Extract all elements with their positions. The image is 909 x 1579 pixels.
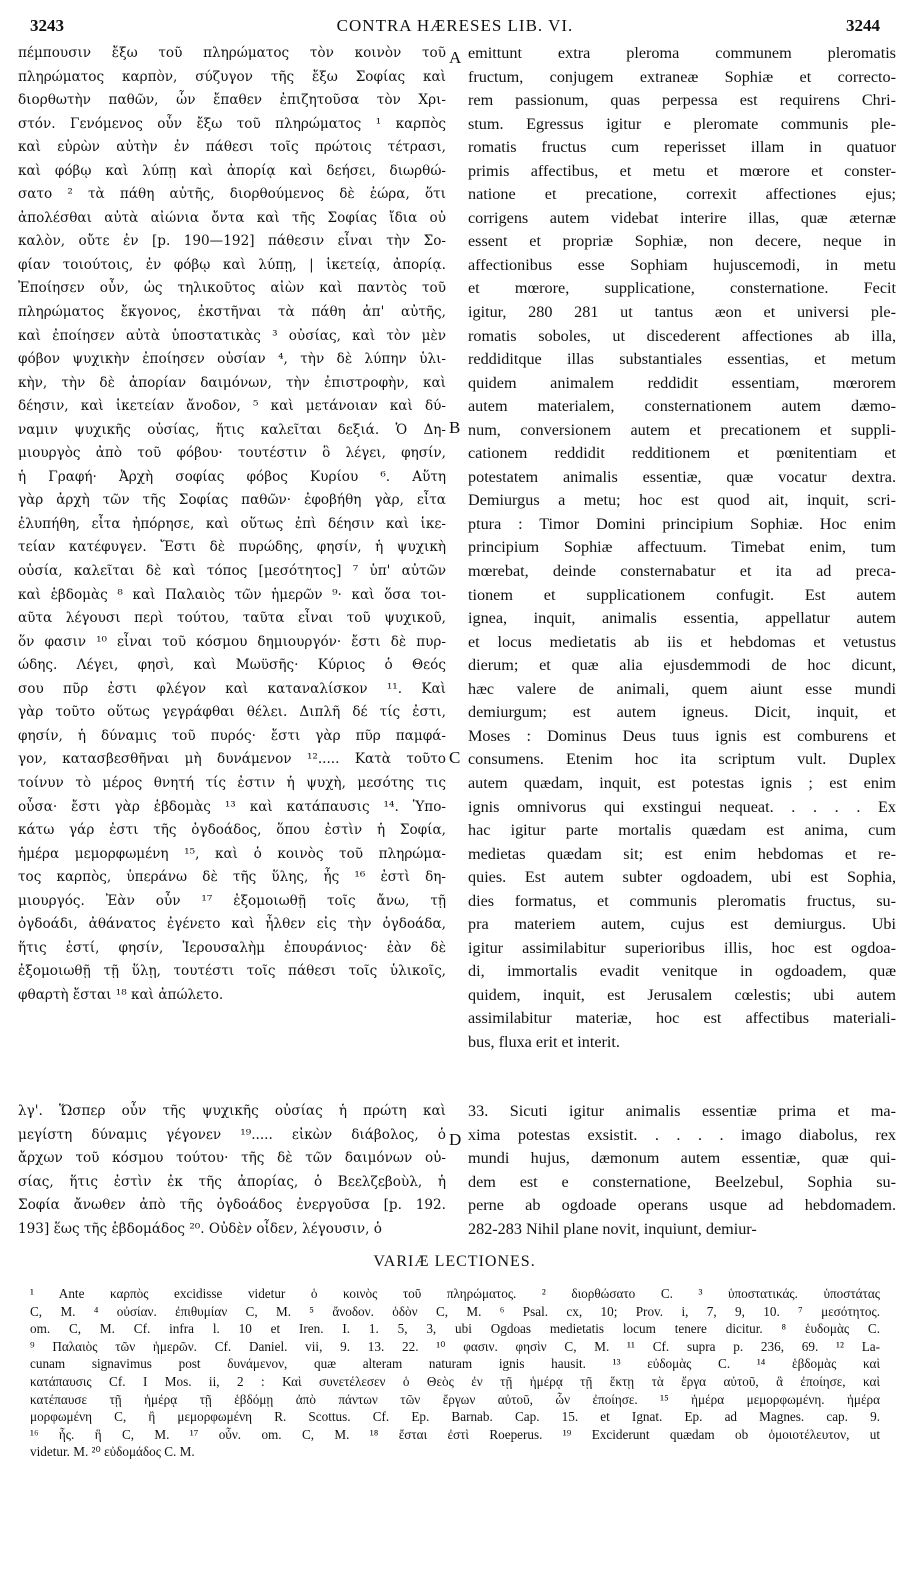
greek-text-line: ὅν φασιν ¹⁰ εἶναι τοῦ κόσμου δημιουργόν· ἔστι δὲ πυρ- bbox=[18, 633, 446, 650]
greek-text-line: μιουργὸς ἀπὸ τοῦ φόβου· τουτέστιν ὃ λέγει, φησίν, bbox=[18, 445, 446, 462]
greek-text-line: καλὸν, οὔτε ἐν [p. 190—192] πάθεσιν εἶναι τὴν Σο- bbox=[18, 233, 446, 250]
latin-text-line: bus, fluxa erit et interit. bbox=[468, 1032, 620, 1051]
greek-text-line: οὖσα· ἔστι γὰρ ἑβδομὰς ¹³ καὶ κατάπαυσις ¹⁴. Ὑπο- bbox=[18, 798, 446, 815]
greek-text-line: ὀγδοάδι, ἀθάνατος ἐγένετο καὶ ἦλθεν εἰς τὴν ὀγδοάδα, bbox=[18, 916, 446, 933]
greek-text-line: ἄρχων τοῦ κόσμου τούτου· τῆς δὲ τῶν δαιμόνων οὐ- bbox=[18, 1150, 446, 1167]
greek-text-line: πληρώματος ἔκγονος, ἐκστῆναι τὰ πάθη ἀπ' αὐτῆς, bbox=[18, 304, 446, 321]
greek-text-line: οὐσία, καλεῖται δὲ καὶ τόπος [μεσότητος] ⁷ ὑπ' αὐτῶν bbox=[18, 563, 446, 580]
latin-text-line: et mœrore, supplicatione, consternatione. Fecit bbox=[468, 279, 896, 298]
latin-text-line: mœrebat, deinde consternabatur et ita ad preca- bbox=[468, 562, 896, 581]
greek-text-line: σίας, ἥτις ἐστὶν ἐκ τῆς ἀπορίας, ὁ Βεελζεβοὺλ, ἡ bbox=[18, 1173, 446, 1190]
latin-text-line: mundi hujus, dæmonum autem essentiæ, quæ qui- bbox=[468, 1149, 896, 1168]
greek-text-line: ἐξομοιωθῇ τῇ ὕλῃ, τουτέστι τοῖς πάθεσι τοῖς ὑλικοῖς, bbox=[18, 963, 446, 980]
note-line: om. C, M. Cf. infra l. 10 et Iren. I. 1. 5, 3, ubi Ogdoas medietatis locum tenere dicitur. ⁸ ἑυδομὰς C. bbox=[30, 1321, 880, 1337]
latin-text-line: romatis soboles, ut discederent affectiones ab illa, bbox=[468, 326, 896, 345]
latin-text-line: ignis omnivorus qui exstingui nequeat. . . . . Ex bbox=[468, 797, 896, 816]
latin-text-line: dies formatus, et communis pleromatis fructus, su- bbox=[468, 891, 896, 910]
note-line: κατέπαυσε τῇ ἡμέρᾳ τῇ ἑβδόμῃ ἀπὸ πάντων τῶν ἔργων αὐτοῦ, ὧν ἐποίησε. ¹⁵ ἡμέρα μεμορφωμένη. ἡμέρα bbox=[30, 1391, 880, 1407]
greek-text-line: τος καρπὸς, ὑπεράνω δὲ τῆς ὕλης, ἧς ¹⁶ ἐστὶ δη- bbox=[18, 869, 446, 886]
greek-text-line: γὰρ τοῦτο οὕτως γεγράφθαι θέλει. Διπλῆ δέ τίς ἐστι, bbox=[18, 704, 446, 721]
latin-text-line: dierum; et quæ alia ejusdemmodi de hoc dicunt, bbox=[468, 656, 896, 675]
greek-text-line: Ἐποίησεν οὖν, ὡς τηλικοῦτος αἰὼν καὶ παντὸς τοῦ bbox=[18, 280, 446, 297]
latin-text-line: quies. Est autem subter ogdoadem, ubi est Sophia, bbox=[468, 868, 896, 887]
greek-text-line: φίαν τοιούτοις, ἐν φόβῳ καὶ λύπῃ, | ἱκετείᾳ, ἀπορίᾳ. bbox=[18, 256, 446, 273]
greek-text-line: ώδης. Λέγει, φησὶ, καὶ Μωϋσῆς· Κύριος ὁ Θεός bbox=[18, 657, 446, 674]
greek-text-line: πληρώματος καρπὸν, σύζυγον τῆς ἔξω Σοφίας καὶ bbox=[18, 68, 446, 85]
greek-text-line: αῦτα λέγουσι περὶ τούτου, ταῦτα εἶναι τοῦ ψυχικοῦ, bbox=[18, 610, 446, 627]
latin-text-line: natione et precatione, correxit affectiones ejus; bbox=[468, 185, 896, 204]
greek-text-line: μιουργός. Ἐὰν οὖν ¹⁷ ἐξομοιωθῇ τοῖς ἄνω, τῇ bbox=[18, 892, 446, 909]
page-number-right: 3244 bbox=[846, 16, 880, 35]
greek-text-line: ναμιν ψυχικῆς οὐσίας, ἥτις καλεῖται δεξιά. Ὁ Δη- bbox=[18, 421, 446, 438]
margin-letter-c: C bbox=[449, 748, 461, 767]
greek-column-bottom bbox=[18, 1100, 446, 1241]
latin-text-line: Moses : Dominus Deus tuus ignis est comburens et bbox=[468, 726, 896, 745]
latin-text-line: stum. Egressus igitur e pleromate communis ple- bbox=[468, 114, 896, 133]
latin-text-line: num, conversionem autem et precationem et suppli- bbox=[468, 420, 896, 439]
latin-text-line: igitur, 280 281 ut tantus æon et universi ple- bbox=[468, 303, 896, 322]
latin-text-line: medietas quædam sit; est enim hebdomas et re- bbox=[468, 844, 896, 863]
latin-text-line: Demiurgus a metu; hoc est quod ait, inquit, scri- bbox=[468, 491, 896, 510]
latin-text-line: principium Sophiæ affectuum. Timebat enim, tum bbox=[468, 538, 896, 557]
greek-text-line: καὶ φόβῳ καὶ λύπῃ καὶ ἀπορίᾳ καὶ δεήσει, διωρθώ- bbox=[18, 162, 446, 179]
latin-text-line: 282-283 Nihil plane novit, inquiunt, demiur- bbox=[468, 1219, 757, 1238]
latin-text-line: corrigens autem videbat interire illas, quæ æternæ bbox=[468, 208, 896, 227]
latin-text-line: perne ab ogdoade operans usque ad hebdomadem. bbox=[468, 1196, 896, 1215]
greek-text-line: ἡ Γραφή· Ἀρχὴ σοφίας φόβος Κυρίου ⁶. Αὕτη bbox=[18, 468, 446, 485]
greek-text-line: διορθωτὴν παθῶν, ὧν ἔπαθεν ἐπιζητοῦσα τὸν Χρι- bbox=[18, 92, 446, 109]
margin-letter-a: A bbox=[449, 48, 462, 67]
margin-letter-d: D bbox=[449, 1130, 462, 1149]
latin-text-line: autem quædam, inquit, est potestas ignis ; est enim bbox=[468, 773, 896, 792]
latin-text-line: romatis fructus cum reperisset illam in quatuor bbox=[468, 138, 896, 157]
latin-text-line: et locus medietatis ab iis et hebdomas et vetustus bbox=[468, 632, 896, 651]
greek-text-line: δέησιν, καὶ ἱκετείαν ἄνοδον, ⁵ καὶ μετάνοιαν καὶ δύ- bbox=[18, 398, 446, 415]
latin-text-line: primis affectibus, et metu et mœrore et conster- bbox=[468, 161, 896, 180]
latin-text-line: dem est e consternatione, Beelzebul, Sophia su- bbox=[468, 1172, 896, 1191]
greek-text-line: φθαρτὴ ἔσται ¹⁸ καὶ ἀπώλετο. bbox=[18, 986, 224, 1003]
running-title: CONTRA HÆRESES LIB. VI. bbox=[336, 16, 574, 35]
greek-text-line: τείαν κατέφυγεν. Ἔστι δὲ πυρώδης, φησίν, ἡ ψυχικὴ bbox=[18, 539, 446, 556]
latin-column-bottom bbox=[468, 1100, 896, 1241]
greek-text-line: πέμπουσιν ἔξω τοῦ πληρώματος τὸν κοινὸν τοῦ bbox=[18, 45, 446, 61]
latin-text-line: igitur assimilabitur superioribus illis, hoc est ogdoa- bbox=[468, 938, 896, 957]
latin-text-line: demiurgum; est autem igneus. Dicit, inquit, et bbox=[468, 703, 896, 722]
note-line: κατάπαυσις Cf. I Mos. ii, 2 : Καὶ συνετέλεσεν ὁ Θεὸς ἐν τῇ ἡμέρᾳ τῇ ἕκτῃ τὰ ἔργα αὐτοῦ, ἃ ἐποίησε, καὶ bbox=[30, 1373, 880, 1389]
latin-text-line: di, immortalis evadit venitque in ogdoadem, quæ bbox=[468, 962, 896, 981]
latin-text-line: ignea, inquit, animalis essentia, appellatur autem bbox=[468, 609, 896, 628]
note-line: cunam signavimus post δυνάμενον, quæ alteram naturam ignis hausit. ¹³ εὐδομὰς C. ¹⁴ ἑβδομὰς καὶ bbox=[30, 1356, 880, 1372]
greek-text-line: σατο ² τὰ πάθη αὐτῆς, διορθούμενος δὲ ἑώρα, ὅτι bbox=[18, 186, 446, 203]
greek-text-line: λγ'. Ὥσπερ οὖν τῆς ψυχικῆς οὐσίας ἡ πρώτη καὶ bbox=[18, 1103, 446, 1119]
greek-text-line: γὰρ ἀρχὴ τῶν τῆς Σοφίας παθῶν· ἐφοβήθη γὰρ, εἶτα bbox=[18, 492, 446, 509]
greek-text-line: ἥτις ἐστί, φησίν, Ἱερουσαλὴμ ἐπουράνιος· ἐὰν δὲ bbox=[18, 939, 446, 956]
greek-text-line: καὶ ἐποίησεν αὐτὰ ὑποστατικὰς ³ οὐσίας, καὶ τὸν μὲν bbox=[18, 327, 446, 344]
latin-text-line: assimilabitur materiæ, hoc est affectibus materiali- bbox=[468, 1009, 896, 1028]
latin-text-line: hac igitur parte mortalis quædam est anima, cum bbox=[468, 821, 896, 840]
greek-text-line: γον, κατασβεσθῆναι μὴ δυνάμενον ¹²..... Κατὰ τοῦτο bbox=[18, 751, 446, 768]
latin-text-line: pra materiem autem, cujus est demiurgus. Ubi bbox=[468, 915, 896, 934]
margin-letter-b: B bbox=[449, 418, 461, 437]
greek-text-line: 193] ἕως τῆς ἑβδομάδος ²⁰. Οὐδὲν οἶδεν, λέγουσιν, ὁ bbox=[18, 1220, 382, 1237]
greek-text-line: καὶ ἑβδομὰς ⁸ καὶ Παλαιὸς τῶν ἡμερῶν ⁹· καὶ ὅσα τοι- bbox=[18, 586, 446, 603]
latin-text-line: cationem reddidit redditionem et pœnitentiam et bbox=[468, 444, 896, 463]
latin-text-line: potestatem animalis essentiæ, quæ vocatur dextra. bbox=[468, 467, 896, 486]
latin-text-line: tionem et supplicationem confugit. Est autem bbox=[468, 585, 896, 604]
note-line: ¹ Ante καρπὸς excidisse videtur ὁ κοινὸς τοῦ πληρώματος. ² διορθώσατο C. ³ ὑποστατικάς. ὑποστάτας bbox=[30, 1286, 880, 1301]
latin-text-line: essent et propriæ Sophiæ, non decere, neque in bbox=[468, 232, 896, 251]
greek-column-top bbox=[18, 42, 446, 1007]
greek-text-line: τοίνυν τὸ μέρος θνητή τίς ἐστιν ἡ ψυχὴ, μεσότης τις bbox=[18, 774, 446, 791]
latin-text-line: reddiditque illas substantiales essentias, et metum bbox=[468, 350, 896, 369]
note-line: C, M. ⁴ οὐσίαν. ἐπιθυμίαν C, M. ⁵ ἄνοδον. ὁδὸν C, M. ⁶ Psal. cx, 10; Prov. i, 7, 9, 10. ⁷ μεσότητος. bbox=[30, 1303, 880, 1319]
greek-text-line: ἐλυπήθη, εἶτα ἠπόρησε, καὶ οὕτως ἐπὶ δέησιν καὶ ἱκε- bbox=[18, 515, 446, 532]
greek-text-line: καὶ εὑρὼν αὐτὴν ἐν πάθεσι τοῖς πρώτοις τέτρασι, bbox=[18, 139, 446, 156]
latin-text-line: rem passionum, quas perpessa est requirens Chri- bbox=[468, 91, 896, 110]
latin-text-line: emittunt extra pleroma communem pleromatis bbox=[468, 44, 896, 62]
latin-text-line: affectionibus esse Sophiam hujuscemodi, in metu bbox=[468, 255, 896, 274]
latin-text-line: consumens. Etenim hoc ita scriptum vult. Duplex bbox=[468, 750, 896, 769]
greek-text-line: Σοφία ἄνωθεν ἀπὸ τῆς ὀγδοάδος ἐνεργοῦσα [p. 192. bbox=[18, 1197, 446, 1214]
note-line: ⁹ Παλαιὸς τῶν ἡμερῶν. Cf. Daniel. vii, 9. 13. 22. ¹⁰ φασιν. φησὶν C, M. ¹¹ Cf. supra p. 236, 69. ¹² La- bbox=[30, 1338, 880, 1354]
page-number-left: 3243 bbox=[30, 16, 64, 35]
latin-text-line: autem materialem, consternationem autem dæmo- bbox=[468, 397, 896, 416]
greek-text-line: κὴν, τὴν δὲ ἀπορίαν δαιμόνων, τὴν ἐπιστροφὴν, καὶ bbox=[18, 374, 446, 391]
latin-text-line: quidem, inquit, est Jerusalem cœlestis; ubi autem bbox=[468, 985, 896, 1004]
latin-text-line: quidem animalem reddidit essentiam, mœrorem bbox=[468, 373, 896, 392]
greek-text-line: κάτω γάρ ἐστι τῆς ὀγδοάδος, ὅπου ἐστὶν ἡ Σοφία, bbox=[18, 822, 446, 839]
greek-text-line: ἀπολέσθαι αὐτὰ αἰώνια ὄντα καὶ τῆς Σοφίας ἴδια οὐ bbox=[18, 209, 446, 226]
greek-text-line: φόβον ψυχικὴν ἐποίησεν οὐσίαν ⁴, τὴν δὲ λύπην ὑλι- bbox=[18, 351, 446, 368]
page-header bbox=[30, 14, 880, 40]
note-line: videtur. M. ²⁰ εὐδομάδος C. M. bbox=[30, 1444, 195, 1460]
greek-text-line: σου πῦρ ἐστι φλέγον καὶ καταναλίσκον ¹¹. Καὶ bbox=[18, 680, 446, 697]
variae-lectiones-title: VARIÆ LECTIONES. bbox=[373, 1253, 536, 1270]
greek-text-line: στόν. Γενόμενος οὖν ἔξω τοῦ πληρώματος ¹ καρπὸς bbox=[18, 115, 446, 132]
greek-text-line: ἡμέρα μεμορφωμένη ¹⁵, καὶ ὁ κοινὸς τοῦ πληρώμα- bbox=[18, 845, 446, 862]
variant-readings-notes bbox=[30, 1285, 880, 1461]
greek-text-line: φησίν, ἡ δύναμις τοῦ πυρός· ἔστι γὰρ πῦρ παμφά- bbox=[18, 727, 446, 744]
latin-text-line: xima potestas exsistit. . . . . imago diabolus, rex bbox=[468, 1125, 896, 1144]
latin-text-line: ptura : Timor Domini principium Sophiæ. Hoc enim bbox=[468, 514, 896, 533]
latin-column-top bbox=[468, 42, 896, 1055]
greek-text-line: μεγίστη δύναμις γέγονεν ¹⁹..... εἰκὼν διάβολος, ὁ bbox=[18, 1126, 446, 1143]
latin-text-line: 33. Sicuti igitur animalis essentiæ prima et ma- bbox=[468, 1102, 896, 1120]
latin-text-line: fructum, conjugem extraneæ Sophiæ et correcto- bbox=[468, 67, 896, 86]
latin-text-line: hæc valere de animali, quem aiunt esse mundi bbox=[468, 679, 896, 698]
note-line: ¹⁶ ἧς. ἣ C, M. ¹⁷ οὖν. om. C, M. ¹⁸ ἔσται ἐστὶ Roeperus. ¹⁹ Exciderunt quædam ob ὁμοιοτέλευτον, ut bbox=[30, 1426, 880, 1442]
note-line: μορφωμένη C, ἢ μεμορφωμένη R. Scottus. Cf. Ep. Barnab. Cap. 15. et Ignat. Ep. ad Magnes. cap. 9. bbox=[30, 1409, 880, 1425]
